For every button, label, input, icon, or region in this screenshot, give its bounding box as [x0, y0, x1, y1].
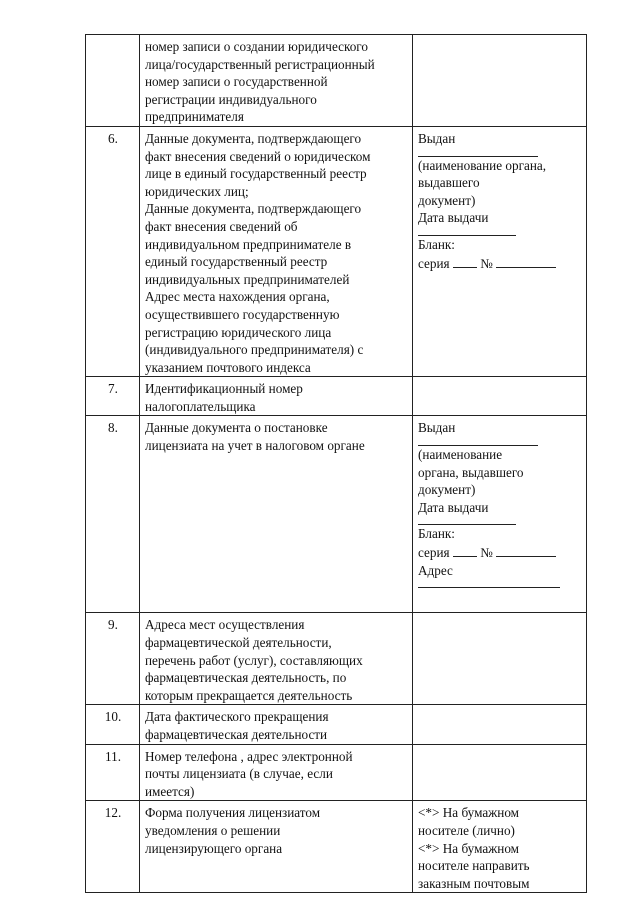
delivery-options: <*> На бумажном носителе (лично) <*> На бумажном носителе направить заказным почтовым	[413, 801, 587, 893]
number-blank[interactable]	[496, 543, 556, 557]
form-label: Бланк:	[418, 526, 455, 542]
issuer-note: (наименование органа,	[418, 157, 547, 173]
issuer-blank-line[interactable]	[418, 148, 538, 157]
row-description: Данные документа, подтверждающего факт внесения сведений о юридическом лице в единый государственный реестр юридических лиц; Данные документа, подтверждающего факт внесения сведений об индивидуальном предпринимателе в единый государственный реестр индивидуальных предпринимателей Адрес места нахождения органа, осуществившего государственную регистрацию юридического лица (индивидуального предпринимателя) с указанием почтового индекса	[140, 126, 413, 376]
row-number: 10.	[86, 705, 140, 744]
form-label: Бланк:	[418, 236, 455, 252]
address-blank[interactable]	[418, 579, 560, 588]
issuer-note: (наименование	[418, 447, 503, 463]
row-value[interactable]	[413, 744, 587, 801]
table-row	[86, 801, 587, 893]
row-value[interactable]	[413, 613, 587, 705]
row-number: 9.	[86, 613, 140, 705]
table-row	[86, 126, 587, 376]
row-number: 12.	[86, 801, 140, 893]
series-blank[interactable]	[453, 254, 477, 268]
issued-info: Выдан (наименование органа, выдавшего документ) Дата выдачи Бланк: серия № Адрес	[413, 416, 587, 613]
row-value	[413, 35, 587, 127]
row-number: 8.	[86, 416, 140, 613]
issue-date-label: Дата выдачи	[418, 499, 489, 515]
issue-date-label: Дата выдачи	[418, 210, 489, 226]
issue-date-blank[interactable]	[418, 516, 516, 525]
row-number: 6.	[86, 126, 140, 376]
row-value[interactable]	[413, 705, 587, 744]
issue-date-blank[interactable]	[418, 227, 516, 236]
issued-info: Выдан (наименование органа, выдавшего документ) Дата выдачи Бланк: серия №	[413, 126, 587, 376]
row-description: Данные документа о постановке лицензиата на учет в налоговом органе	[140, 416, 413, 613]
table-row	[86, 377, 587, 416]
series-number-line: серия №	[418, 543, 582, 562]
series-blank[interactable]	[453, 543, 477, 557]
table-row	[86, 416, 587, 613]
number-blank[interactable]	[496, 254, 556, 268]
row-description: Номер телефона , адрес электронной почты лицензиата (в случае, если имеется)	[140, 744, 413, 801]
table-row	[86, 35, 587, 127]
option-paper-personal[interactable]: <*> На бумажном	[418, 805, 520, 821]
address-label: Адрес	[418, 562, 453, 578]
row-description: Дата фактического прекращения фармацевтическая деятельности	[140, 705, 413, 744]
issued-label: Выдан	[418, 420, 456, 436]
row-description: Форма получения лицензиатом уведомления о решении лицензирующего органа	[140, 801, 413, 893]
issuer-blank-line[interactable]	[418, 437, 538, 446]
option-paper-mail[interactable]: <*> На бумажном	[418, 840, 520, 856]
row-number	[86, 35, 140, 127]
row-number: 11.	[86, 744, 140, 801]
table-row	[86, 705, 587, 744]
table-row	[86, 744, 587, 801]
row-description: номер записи о создании юридического лица/государственный регистрационный номер записи о государственной регистрации индивидуального предпринимателя	[140, 35, 413, 127]
table-row	[86, 613, 587, 705]
row-value[interactable]	[413, 377, 587, 416]
row-description: Идентификационный номер налогоплательщика	[140, 377, 413, 416]
series-number-line: серия №	[418, 254, 582, 273]
license-form-table	[85, 34, 587, 893]
issued-label: Выдан	[418, 130, 456, 146]
row-number: 7.	[86, 377, 140, 416]
row-description: Адреса мест осуществления фармацевтической деятельности, перечень работ (услуг), составляющих фармацевтическая деятельность, по которым прекращается деятельность	[140, 613, 413, 705]
